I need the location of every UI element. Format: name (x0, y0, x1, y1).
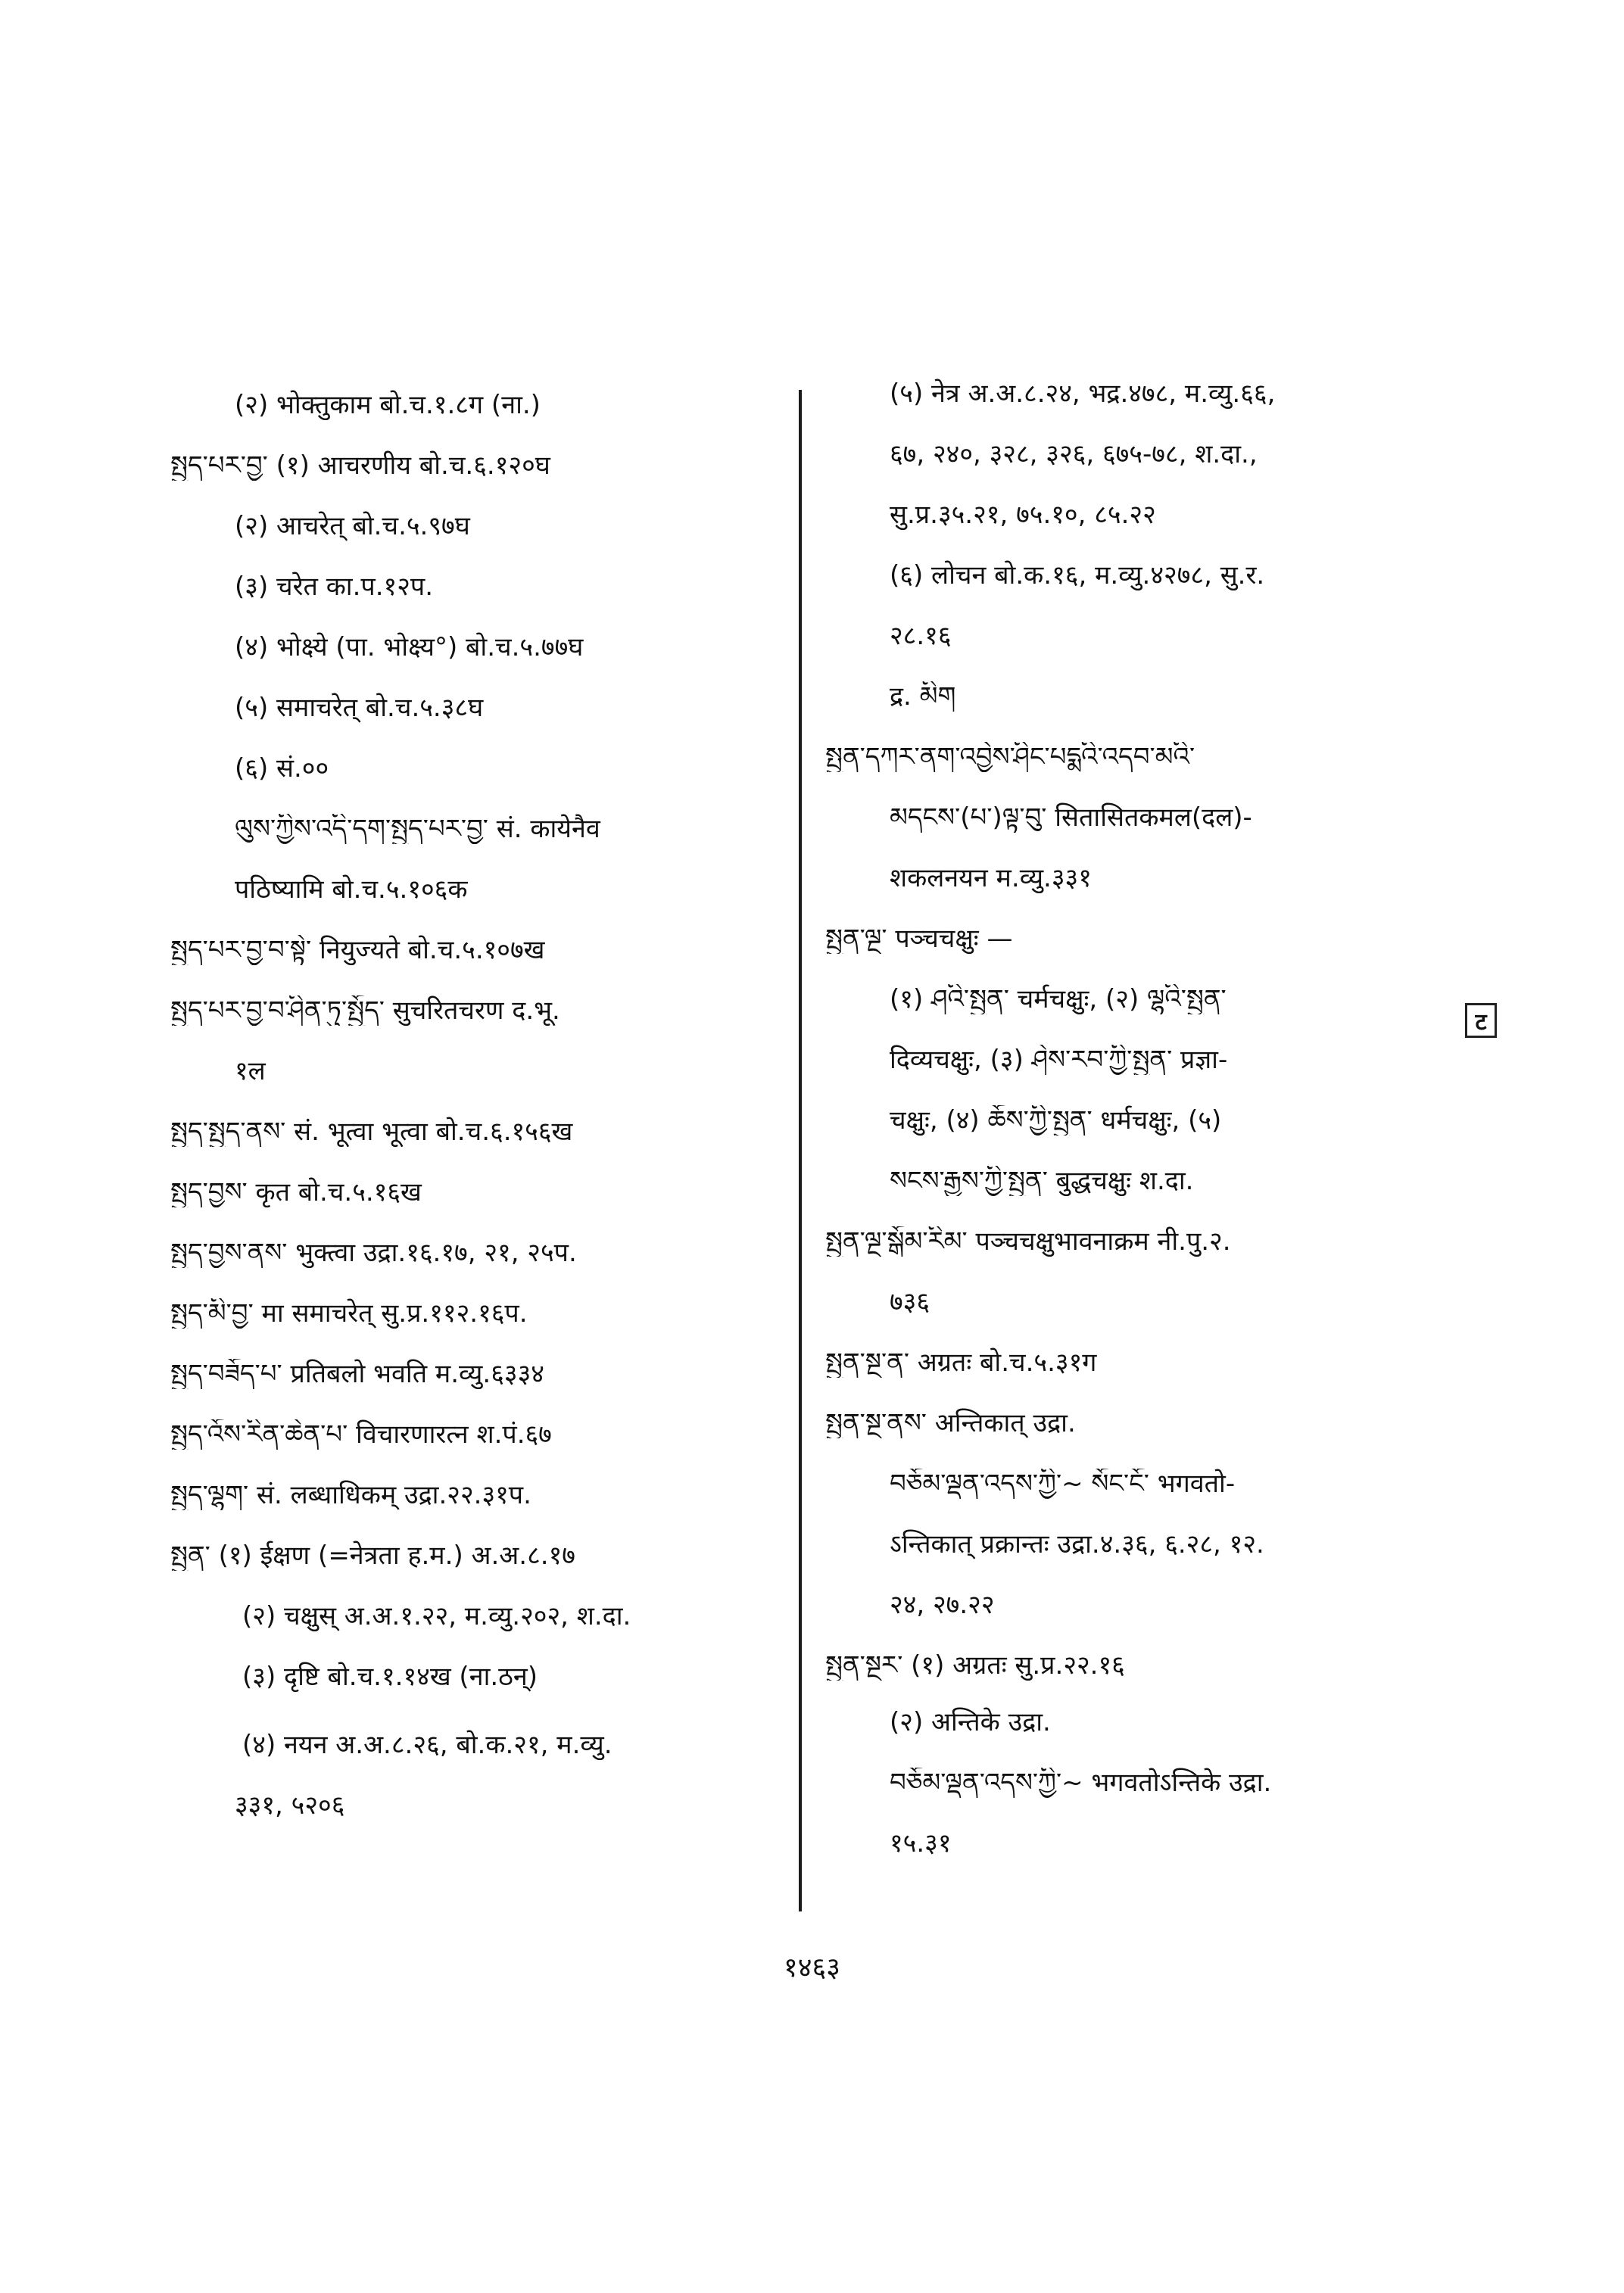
entry-line: (४) नयन अ.अ.८.२६, बो.क.२१, म.व्यु. (242, 1730, 613, 1760)
entry-line: སྤྱད་པར་བྱ་བ་སྟེ་ नियुज्यते बो.च.५.१०७ख (170, 935, 545, 965)
entry-line: སྤྱད་ལྷག་ सं. लब्धाधिकम् उद्रा.२२.३१प. (170, 1480, 531, 1510)
column-divider (799, 390, 802, 1911)
entry-line: མདངས་(པ་)ལྟ་བུ་ सितासितकमल(दल)- (890, 802, 1252, 833)
entry-line: སྤྱད་པར་བྱ་བ་ཤིན་ཏུ་སྤྱོད་ सुचरितचरण द.भू. (170, 995, 560, 1026)
entry-line: སྤྱད་འོས་རིན་ཆེན་པ་ विचारणारत्न श.पं.६७ (170, 1419, 552, 1450)
entry-line: पठिष्यामि बो.च.५.१०६क (235, 874, 468, 905)
section-letter-marker: ट (1465, 1003, 1497, 1038)
entry-line: ལུས་ཀྱིས་འདི་དག་སྤྱད་པར་བྱ་ सं. कायेनैव (235, 814, 600, 844)
entry-line: ७३६ (890, 1287, 930, 1317)
entry-line: བཅོམ་ལྡན་འདས་ཀྱི་~ སོང་ངོ་ भगवतो- (890, 1469, 1236, 1499)
entry-line: (३) दृष्टि बो.च.१.१४ख (ना.ठन्) (242, 1662, 538, 1692)
entry-line: चक्षुः, (४) ཆོས་ཀྱི་སྤྱན་ धर्मचक्षुः, (५) (890, 1105, 1222, 1136)
entry-line: (२) अन्तिके उद्रा. (890, 1707, 1051, 1737)
entry-line: (१) ཤའི་སྤྱན་ चर्मचक्षुः, (२) ལྷའི་སྤྱན་ (890, 984, 1227, 1014)
entry-line: སྤྱད་བྱས་ कृत बो.च.५.१६ख (170, 1177, 422, 1207)
entry-line: སྤྱན་སྔ་ནས་ अन्तिकात् उद्रा. (825, 1408, 1076, 1438)
entry-line: (५) समाचरेत् बो.च.५.३८घ (235, 693, 484, 723)
entry-line: སྤྱན་ལྔ་ पञ्चचक्षुः — (825, 924, 1013, 954)
entry-line: བཅོམ་ལྡན་འདས་ཀྱི་~ भगवतोऽन्तिके उद्रा. (890, 1768, 1272, 1798)
entry-line: སྤྱད་མི་བྱ་ मा समाचरेत् सु.प्र.११२.१६प. (170, 1298, 528, 1329)
entry-line: སྤྱད་བྱས་ནས་ भुक्त्वा उद्रा.१६.१७, २१, २५प. (170, 1238, 577, 1268)
entry-line: दिव्यचक्षुः, (३) ཤེས་རབ་ཀྱི་སྤྱན་ प्रज्ञा- (890, 1045, 1228, 1075)
page-number: १४६३ (784, 1952, 840, 1983)
entry-line: སྤྱན་སྔ་ན་ अग्रतः बो.च.५.३१ग (825, 1347, 1097, 1378)
entry-line: སྤྱན་སྔར་ (१) अग्रतः सु.प्र.२२.१६ (825, 1650, 1125, 1681)
entry-line: (२) आचरेत् बो.च.५.९७घ (235, 511, 470, 541)
entry-line: སྤྱད་པར་བྱ་ (१) आचरणीय बो.च.६.१२०घ (170, 450, 550, 481)
entry-line: སྤྱན་ (१) ईक्षण (=नेत्रता ह.म.) अ.अ.८.१७ (170, 1541, 575, 1571)
entry-line: १५.३१ (890, 1828, 952, 1858)
entry-line: (४) भोक्ष्ये (पा. भोक्ष्य°) बो.च.५.७७घ (235, 632, 584, 662)
entry-line: ३३१, ५२०६ (235, 1790, 345, 1821)
entry-line: १ल (235, 1056, 266, 1086)
entry-line: (३) चरेत का.प.१२प. (235, 572, 434, 602)
entry-line: (६) सं.०० (235, 753, 329, 784)
entry-line: शकलनयन म.व्यु.३३१ (890, 863, 1092, 893)
entry-line: སྤྱད་སྤྱད་ནས་ सं. भूत्वा भूत्वा बो.च.६.१५६ख (170, 1117, 573, 1147)
entry-line: སྤྱན་ལྔ་སྒོམ་རིམ་ पञ्चचक्षुभावनाक्रम नी.पु.२. (825, 1226, 1231, 1257)
entry-line: ऽन्तिकात् प्रक्रान्तः उद्रा.४.३६, ६.२८, १२. (890, 1529, 1264, 1559)
entry-line: २८.१६ (890, 621, 952, 651)
entry-line: (५) नेत्र अ.अ.८.२४, भद्र.४७८, म.व्यु.६६, (890, 379, 1276, 409)
entry-line: (२) भोक्तुकाम बो.च.१.८ग (ना.) (235, 390, 541, 420)
entry-line: (२) चक्षुस् अ.अ.१.२२, म.व्यु.२०२, श.दा. (242, 1601, 631, 1631)
entry-line: ६७, २४०, ३२८, ३२६, ६७५-७८, श.दा., (890, 439, 1258, 469)
entry-line: द्र. མིག (890, 681, 956, 712)
entry-line: (६) लोचन बो.क.१६, म.व्यु.४२७८, सु.र. (890, 560, 1265, 590)
entry-line: སྤྱན་དཀར་ནག་འབྱེས་ཤིང་པདྨའི་འདབ་མའི་ (825, 742, 1195, 772)
entry-line: २४, २७.२२ (890, 1590, 995, 1620)
entry-line: སངས་རྒྱས་ཀྱི་སྤྱན་ बुद्धचक्षुः श.दा. (890, 1166, 1194, 1196)
entry-line: སྤྱད་བཟོད་པ་ प्रतिबलो भवति म.व्यु.६३३४ (170, 1359, 544, 1389)
entry-line: सु.प्र.३५.२१, ७५.१०, ८५.२२ (890, 500, 1156, 530)
